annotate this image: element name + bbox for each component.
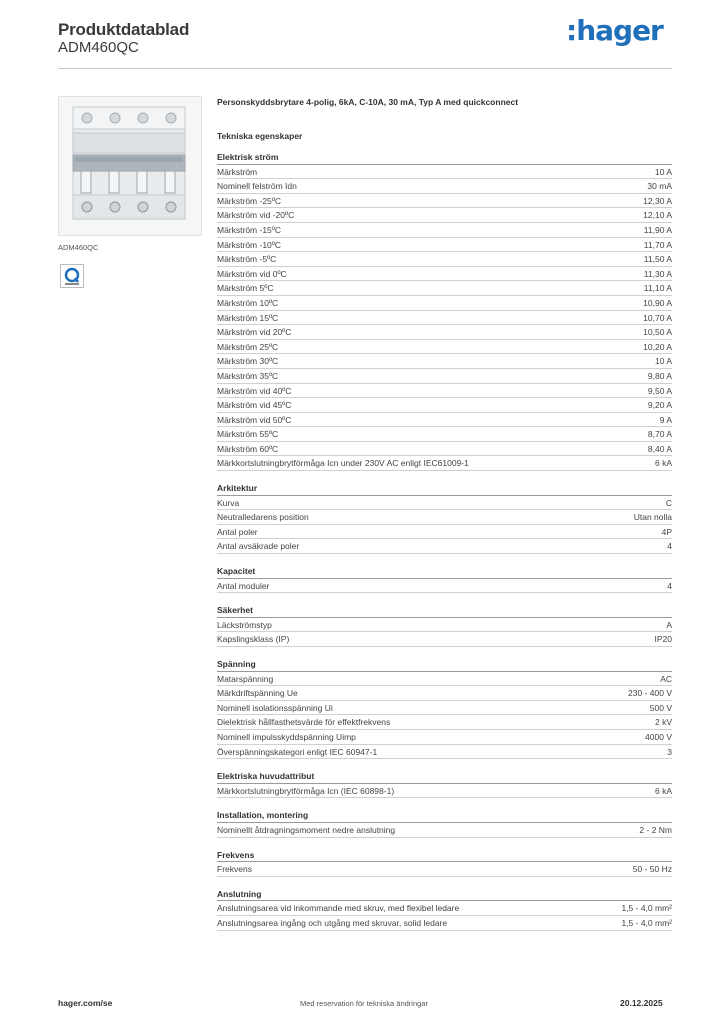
spec-row — [217, 267, 672, 282]
spec-value: 9 A — [659, 414, 672, 425]
spec-label: Kapslingsklass (IP) — [217, 634, 290, 645]
spec-label: Märkström — [217, 166, 258, 177]
spec-label: Märkström 30ºC — [217, 356, 279, 367]
spec-label: Märkström 55ºC — [217, 429, 279, 440]
circuit-breaker-image — [58, 96, 202, 236]
spec-value: 1,5 - 4,0 mm² — [621, 903, 672, 914]
quality-mark-icon — [60, 264, 84, 288]
spec-row — [217, 165, 672, 180]
spec-row — [217, 340, 672, 355]
spec-value: 4 — [667, 580, 672, 591]
spec-row — [217, 427, 672, 442]
spec-value: 10,50 A — [643, 327, 672, 338]
spec-section-title: Spänning — [217, 657, 672, 672]
product-image-caption: ADM460QC — [58, 243, 99, 252]
spec-row — [217, 579, 672, 594]
spec-section-title: Elektriska huvudattribut — [217, 769, 672, 784]
spec-label: Märkström vid 20ºC — [217, 327, 292, 338]
spec-value: 4 — [667, 541, 672, 552]
spec-label: Nominell impulsskyddspänning Uimp — [217, 731, 356, 742]
spec-sections — [217, 150, 672, 941]
spec-value: 4000 V — [645, 731, 672, 742]
spec-label: Kurva — [217, 497, 240, 508]
spec-value: 10 A — [654, 166, 672, 177]
spec-label: Anslutningsarea ingång och utgång med skruvar, solid ledare — [217, 917, 448, 928]
spec-section-title: Arkitektur — [217, 481, 672, 496]
spec-row — [217, 715, 672, 730]
spec-value: 10 A — [654, 356, 672, 367]
technical-properties-heading: Tekniska egenskaper — [217, 131, 303, 141]
product-model: ADM460QC — [58, 39, 139, 56]
spec-label: Matarspänning — [217, 673, 274, 684]
spec-value: 10,20 A — [643, 341, 672, 352]
spec-row — [217, 823, 672, 838]
spec-value: 12,30 A — [643, 195, 672, 206]
spec-label: Märkström 60ºC — [217, 443, 279, 454]
header-divider — [58, 68, 672, 69]
spec-label: Märkkortslutningbrytförmåga Icn under 230V AC enligt IEC61009-1 — [217, 458, 469, 469]
spec-label: Märkström -10ºC — [217, 239, 282, 250]
spec-row — [217, 510, 672, 525]
spec-section-title: Kapacitet — [217, 564, 672, 579]
spec-value: 50 - 50 Hz — [632, 864, 672, 875]
spec-label: Märkström 5ºC — [217, 283, 274, 294]
spec-section — [217, 657, 672, 759]
spec-value: Utan nolla — [633, 512, 672, 523]
spec-label: Märkström 25ºC — [217, 341, 279, 352]
spec-section — [217, 769, 672, 798]
spec-value: C — [665, 497, 672, 508]
spec-section — [217, 564, 672, 593]
product-description: Personskyddsbrytare 4-polig, 6kA, C-10A, 30 mA, Typ A med quickconnect — [217, 97, 519, 107]
spec-value: 30 mA — [647, 181, 672, 192]
spec-value: 6 kA — [654, 458, 672, 469]
spec-label: Märkström 10ºC — [217, 297, 279, 308]
spec-row — [217, 296, 672, 311]
spec-label: Märkström vid 50ºC — [217, 414, 292, 425]
spec-row — [217, 208, 672, 223]
spec-value: 6 kA — [654, 785, 672, 796]
spec-row — [217, 672, 672, 687]
spec-value: 2 kV — [654, 717, 672, 728]
spec-value: 11,90 A — [643, 224, 672, 235]
spec-row — [217, 701, 672, 716]
spec-value: AC — [660, 673, 672, 684]
spec-row — [217, 398, 672, 413]
spec-value: 10,90 A — [643, 297, 672, 308]
spec-row — [217, 456, 672, 471]
spec-label: Märkström 35ºC — [217, 370, 279, 381]
spec-label: Märkström -5ºC — [217, 254, 277, 265]
spec-label: Märkström 15ºC — [217, 312, 279, 323]
spec-section — [217, 481, 672, 554]
spec-row — [217, 539, 672, 554]
footer-website: hager.com/se — [58, 998, 113, 1008]
spec-label: Märkström vid -20ºC — [217, 210, 295, 221]
spec-value: 9,20 A — [647, 400, 672, 411]
spec-row — [217, 745, 672, 760]
spec-section — [217, 603, 672, 647]
spec-value: 12,10 A — [643, 210, 672, 221]
spec-label: Frekvens — [217, 864, 252, 875]
spec-row — [217, 442, 672, 457]
spec-row — [217, 618, 672, 633]
spec-label: Anslutningsarea vid inkommande med skruv, med flexibel ledare — [217, 903, 460, 914]
spec-row — [217, 784, 672, 799]
spec-value: IP20 — [654, 634, 672, 645]
spec-label: Märkkortslutningbrytförmåga Icn (IEC 60898-1) — [217, 785, 395, 796]
spec-row — [217, 223, 672, 238]
spec-row — [217, 252, 672, 267]
spec-row — [217, 179, 672, 194]
spec-label: Antal poler — [217, 526, 258, 537]
spec-label: Dielektrisk hållfasthetsvärde för effektfrekvens — [217, 717, 391, 728]
spec-row — [217, 413, 672, 428]
spec-value: 11,30 A — [643, 268, 672, 279]
spec-value: 230 - 400 V — [628, 688, 672, 699]
spec-value: 500 V — [649, 702, 672, 713]
footer-note: Med reservation för tekniska ändringar — [300, 999, 428, 1008]
spec-value: 3 — [667, 746, 672, 757]
spec-label: Märkström vid 40ºC — [217, 385, 292, 396]
spec-row — [217, 730, 672, 745]
spec-row — [217, 862, 672, 877]
spec-label: Överspänningskategori enligt IEC 60947-1 — [217, 746, 378, 757]
spec-label: Märkdriftspänning Ue — [217, 688, 298, 699]
spec-row — [217, 384, 672, 399]
spec-label: Nominellt åtdragningsmoment nedre anslutning — [217, 824, 396, 835]
spec-row — [217, 325, 672, 340]
spec-section — [217, 808, 672, 837]
footer-date: 20.12.2025 — [620, 998, 663, 1008]
spec-value: 9,50 A — [647, 385, 672, 396]
spec-section-title: Frekvens — [217, 848, 672, 863]
spec-label: Antal avsäkrade poler — [217, 541, 300, 552]
spec-value: 8,70 A — [647, 429, 672, 440]
spec-section — [217, 887, 672, 931]
spec-label: Neutralledarens position — [217, 512, 309, 523]
spec-value: 11,70 A — [643, 239, 672, 250]
spec-section — [217, 848, 672, 877]
spec-section-title: Installation, montering — [217, 808, 672, 823]
spec-label: Märkström -15ºC — [217, 224, 282, 235]
spec-label: Antal moduler — [217, 580, 270, 591]
page-title: Produktdatablad — [58, 20, 190, 39]
spec-row — [217, 369, 672, 384]
spec-row — [217, 916, 672, 931]
spec-value: 8,40 A — [647, 443, 672, 454]
spec-row — [217, 311, 672, 326]
spec-value: 10,70 A — [643, 312, 672, 323]
spec-value: 2 - 2 Nm — [639, 824, 672, 835]
spec-label: Märkström -25ºC — [217, 195, 282, 206]
spec-label: Nominell isolationsspänning Ui — [217, 702, 333, 713]
spec-row — [217, 632, 672, 647]
spec-row — [217, 525, 672, 540]
spec-value: 4P — [661, 526, 672, 537]
spec-row — [217, 354, 672, 369]
spec-label: Märkström vid 45ºC — [217, 400, 292, 411]
spec-label: Läckströmstyp — [217, 619, 272, 630]
spec-section-title: Elektrisk ström — [217, 150, 672, 165]
spec-row — [217, 901, 672, 916]
spec-value: 11,50 A — [643, 254, 672, 265]
spec-row — [217, 496, 672, 511]
spec-row — [217, 686, 672, 701]
spec-section-title: Säkerhet — [217, 603, 672, 618]
spec-row — [217, 238, 672, 253]
spec-value: A — [666, 619, 672, 630]
spec-section — [217, 150, 672, 471]
hager-logo: :hager — [566, 14, 663, 47]
spec-label: Märkström vid 0ºC — [217, 268, 287, 279]
spec-section-title: Anslutning — [217, 887, 672, 902]
spec-row — [217, 194, 672, 209]
spec-value: 11,10 A — [643, 283, 672, 294]
spec-row — [217, 281, 672, 296]
spec-value: 9,80 A — [647, 370, 672, 381]
spec-value: 1,5 - 4,0 mm² — [621, 917, 672, 928]
spec-label: Nominell felström Idn — [217, 181, 297, 192]
